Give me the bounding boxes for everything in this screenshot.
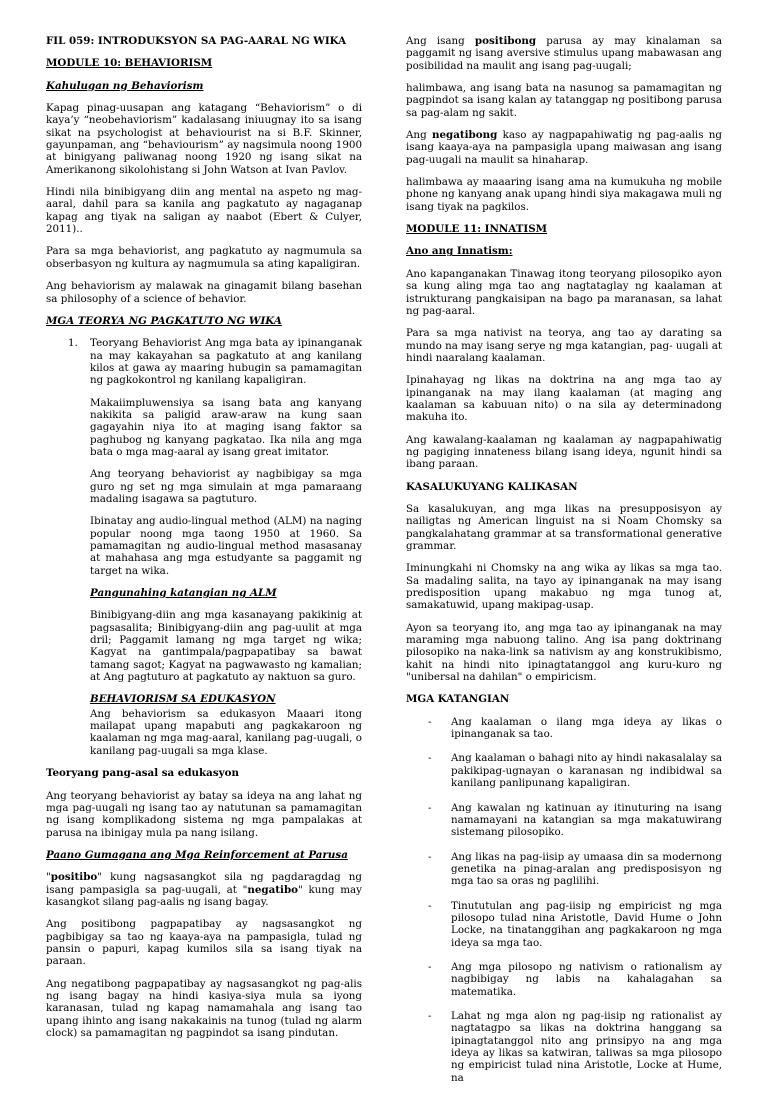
dash-bullet: - bbox=[428, 960, 432, 973]
list-item-text: Lahat ng mga alon ng pag-iisip ng rationalist ay nagtatagpo sa likas na doktrina hanggang sa ipinagtatanggol nito ang prinsipyo na ang mga ideya ay likas sa katwiran, taliwas sa mga pilosopo ng empiricist tulad nina Aristotle, Locke at Hume, na bbox=[451, 1009, 722, 1084]
item-number: 1. bbox=[68, 337, 78, 350]
dash-bullet: - bbox=[428, 1009, 432, 1022]
course-title: FIL 059: INTRODUKSYON SA PAG-AARAL NG WIKA bbox=[46, 35, 347, 47]
list-item bbox=[406, 961, 722, 998]
paragraph: Binibigyang-diin ang mga kasanayang pakikinig at pagsasalita; Binibigyang-diin ang pag-uulit at mga dril; Paggamit lamang ng mga target ng wika; Kagyat na gantimpala/pagpapatibay sa bawat tamang sagot; Kagyat na pagwawasto ng kamalian; at Ang pagtuturo at pagkatuto ay naktuon sa guro. bbox=[90, 609, 362, 684]
paragraph: Ibinatay ang audio-lingual method (ALM) na naging popular noong mga taong 1950 at 1960. Sa pamamagitan ng audio-lingual method masasanay at mahahasa ang mga estudyante sa paggamit ng target na wika. bbox=[90, 515, 362, 577]
alm-heading: Pangunahing katangian ng ALM bbox=[90, 587, 277, 600]
paragraph: Hindi nila binibigyang diin ang mental na aspeto ng mag-aaral, dahil para sa kanila ang pagkatuto ay nagaganap kapag ang tiyak na saligan ay naabot (Ebert & Culyer, 2011).. bbox=[46, 186, 362, 236]
dash-bullet: - bbox=[428, 899, 432, 912]
bold-word: negatibong bbox=[431, 129, 498, 142]
list-item-text: Ang likas na pag-iisip ay umaasa din sa modernong genetika na pinag-aralan ang predisposisyon ng mga tao sa oras ng paglilihi. bbox=[451, 850, 722, 888]
paragraph-negatibong bbox=[406, 129, 722, 166]
list-item-text: Ang kaalaman o ilang mga ideya ay likas o ipinanganak sa tao. bbox=[451, 715, 722, 741]
dash-bullet: - bbox=[428, 801, 432, 814]
paragraph: Sa kasalukuyan, ang mga likas na presupposisyon ay nailigtas ng American linguist na si Noam Chomsky sa pangkalahatang grammar at sa transformational generative grammar. bbox=[406, 502, 722, 552]
paragraph: Ano kapanganakan Tinawag itong teoryang pilosopiko ayon sa kung aling mga tao ang nagtataglay ng kaalaman at istrukturang pangkaisipan na bago pa maranasan, sa lahat ng pag-aaral. bbox=[406, 267, 722, 317]
paragraph: Ang kawalang-kaalaman ng kaalaman ay nagpapahiwatig ng pagiging innateness bilang isang ideya, ngunit hindi sa ibang paraan. bbox=[406, 433, 722, 471]
bold-word: positibo bbox=[50, 871, 98, 884]
bold-word: positibong bbox=[474, 35, 537, 47]
bold-word: negatibo bbox=[247, 883, 299, 896]
paragraph: Ang teoryang behaviorist ay batay sa ideya na ang lahat ng mga pag-uugali ng isang tao ay natutunan sa pamamagitan ng isang komplikadong sistema ng mga pampalakas at parusa na ibinigay mula pa nang isilang. bbox=[46, 789, 362, 839]
left-column bbox=[46, 35, 362, 1049]
paragraph: halimbawa ay maaaring isang ama na kumukuha ng mobile phone ng kanyang anak upang hindi siya makagawa muli ng isang tiyak na pagkilos. bbox=[406, 176, 722, 213]
text-run: " kung may kasangkot silang pag-aalis ng isang bagay. bbox=[46, 883, 362, 908]
right-column bbox=[406, 35, 722, 1096]
list-item-text: Ang mga pilosopo ng nativism o rationalism ay nagbibigay ng labis na kahalagahan sa matematika. bbox=[451, 960, 722, 998]
paragraph: Ang behaviorism sa edukasyon Maaari itong mailapat upang mapabuti ang pagkakaroon ng kaalaman ng mga mag-aaral, kanilang pag-uugali, o kanilang pag-uugali sa mga klase. bbox=[90, 707, 362, 757]
list-item bbox=[406, 1010, 722, 1084]
text-run: " bbox=[46, 871, 51, 884]
paragraph: Ayon sa teoryang ito, ang mga tao ay ipinanganak na may maraming mga nabuong talino. Ang isa pang doktrinang pilosopiko na naka-link sa nativism ay ang konstrukibismo, kahit na hindi nito ipinagtatanggol ang kuru-kuro ng "unibersal na dahilan" o empiricism. bbox=[406, 621, 722, 684]
text-run: Ang bbox=[406, 129, 432, 142]
text-run: " kung nagsasangkot sila ng pagdaragdag ng isang pampasigla sa pag-uugali, at " bbox=[46, 871, 362, 896]
list-item-text: Tinututulan ang pag-iisip ng empiricist ng mga pilosopo tulad nina Aristotle, David Hume o John Locke, na tinatanggihan ang pagkakaroon ng mga ideya sa mga tao. bbox=[451, 899, 722, 949]
list-item bbox=[406, 851, 722, 888]
paragraph: Para sa mga nativist na teorya, ang tao ay darating sa mundo na may isang serye ng mga katangian, pag- uugali at hindi naaralang kaalaman. bbox=[406, 327, 722, 364]
paragraph: Kapag pinag-uusapan ang katagang “Behaviorism” o di kaya’y “neobehaviorism” kadalasang iniuugnay ito sa isang sikat na psychologist at behaviourist na si B.F. Skinner, gayunpaman, ang “behaviourism” ay nagsimula noong 1900 at binigyang paliwanag noong 1920 ng isang sikat na Amerikanong sikolohistang si John Watson at Ivan Pavlov. bbox=[46, 102, 362, 176]
list-item bbox=[406, 752, 722, 789]
dash-bullet: - bbox=[428, 850, 432, 863]
paragraph: Ang negatibong pagpapatibay ay nagsasangkot ng pag-alis ng isang bagay na hindi kasiya-siya mula sa iyong karanasan, tulad ng kapag namamahala ang isang tao upang ihinto ang isang nakakainis na tunog (tulad ng alarm clock) sa pamamagitan ng pagpindot sa isang pindutan. bbox=[46, 977, 362, 1039]
dash-bullet: - bbox=[428, 715, 432, 728]
module11-title: MODULE 11: INNATISM bbox=[406, 223, 548, 236]
paragraph: Ang behaviorism ay malawak na ginagamit bilang basehan sa philosophy of a science of behavior. bbox=[46, 280, 362, 305]
paragraph-pos-neg bbox=[46, 871, 362, 908]
katangian-list bbox=[406, 716, 722, 1084]
kahulugan-heading: Kahulugan ng Behaviorism bbox=[46, 79, 204, 92]
list-item bbox=[406, 900, 722, 949]
paragraph: Teoryang Behaviorist Ang mga bata ay ipinanganak na may kakayahan sa pagkatuto at ang kanilang kilos at gawa ay maaring hubugin sa pamamagitan ng pagkokontrol ng kanilang kapaligiran. bbox=[90, 337, 362, 387]
paragraph: Makaiimpluwensiya sa isang bata ang kanyang nakikita sa paligid araw-araw na kung saan gagayahin niya ito at maging isang faktor sa paghubog ng kanyang pagkatao. Ika nila ang mga bata o mga mag-aaral ay isang great imitator. bbox=[90, 396, 362, 458]
paragraph: Ang teoryang behaviorist ay nagbibigay sa mga guro ng set ng mga simulain at mga pamaraang madaling isagawa sa pagtuturo. bbox=[90, 468, 362, 505]
list-item-text: Ang kaalaman o bahagi nito ay hindi nakasalalay sa pakikipag-ugnayan o karanasan ng indibidwal sa kanilang panlipunang kapaligiran. bbox=[451, 752, 722, 790]
edukasyon-heading: BEHAVIORISM SA EDUKASYON bbox=[90, 693, 276, 706]
list-item-text: Ang kawalan ng katinuan ay itinuturing na isang namamayani na katangian sa mga makatuwirang sistemang pilosopiko. bbox=[451, 801, 722, 839]
numbered-item-1 bbox=[46, 337, 362, 757]
teorya-heading: MGA TEORYA NG PAGKATUTO NG WIKA bbox=[46, 314, 282, 327]
paragraph: Para sa mga behaviorist, ang pagkatuto ay nagmumula sa obserbasyon ng kultura ay nagmumula sa ating kapaligiran. bbox=[46, 245, 362, 270]
kasalukuyan-heading: KASALUKUYANG KALIKASAN bbox=[406, 480, 578, 493]
list-item bbox=[406, 716, 722, 741]
pangasal-heading: Teoryang pang-asal sa edukasyon bbox=[46, 767, 239, 780]
paragraph: Ang positibong pagpapatibay ay nagsasangkot ng pagbibigay sa tao ng kaaya-aya na pampasigla, tulad ng pansin o papuri, kapag kumilos sila sa isang tiyak na paraan. bbox=[46, 918, 362, 968]
paragraph-positibong bbox=[406, 35, 722, 72]
module10-title: MODULE 10: BEHAVIORISM bbox=[46, 57, 213, 70]
text-run: parusa ay may kinalaman sa paggamit ng isang aversive stimulus upang mabawasan ang posibilidad na maulit ang isang pag-uugali; bbox=[406, 35, 722, 72]
list-item bbox=[406, 802, 722, 839]
dash-bullet: - bbox=[428, 752, 432, 765]
paragraph: Iminungkahi ni Chomsky na ang wika ay likas sa mga tao. Sa madaling salita, na tayo ay ipinanganak na may isang predisposition upang makabuo ng mga tunog at, samakatuwid, upang makipag-usap. bbox=[406, 562, 722, 612]
text-run: kaso ay nagpapahiwatig ng pag-aalis ng isang kaaya-aya na pampasigla upang maiwasan ang isang pag-uugali na maulit sa hinaharap. bbox=[406, 129, 722, 166]
paragraph: halimbawa, ang isang bata na nasunog sa pamamagitan ng pagpindot sa isang kalan ay tatanggap ng positibong parusa sa pag-alam ng sakit. bbox=[406, 82, 722, 119]
paano-heading: Paano Gumagana ang Mga Reinforcement at Parusa bbox=[46, 848, 348, 861]
katangian-heading: MGA KATANGIAN bbox=[406, 693, 510, 706]
paragraph: Ipinahayag ng likas na doktrina na ang mga tao ay ipinanganak na may ilang kaalaman (at maging ang kaalaman sa kabuuan nito) o na sila ay determinadong makuha ito. bbox=[406, 374, 722, 424]
ano-heading: Ano ang Innatism: bbox=[406, 245, 513, 258]
text-run: Ang isang bbox=[406, 35, 475, 47]
